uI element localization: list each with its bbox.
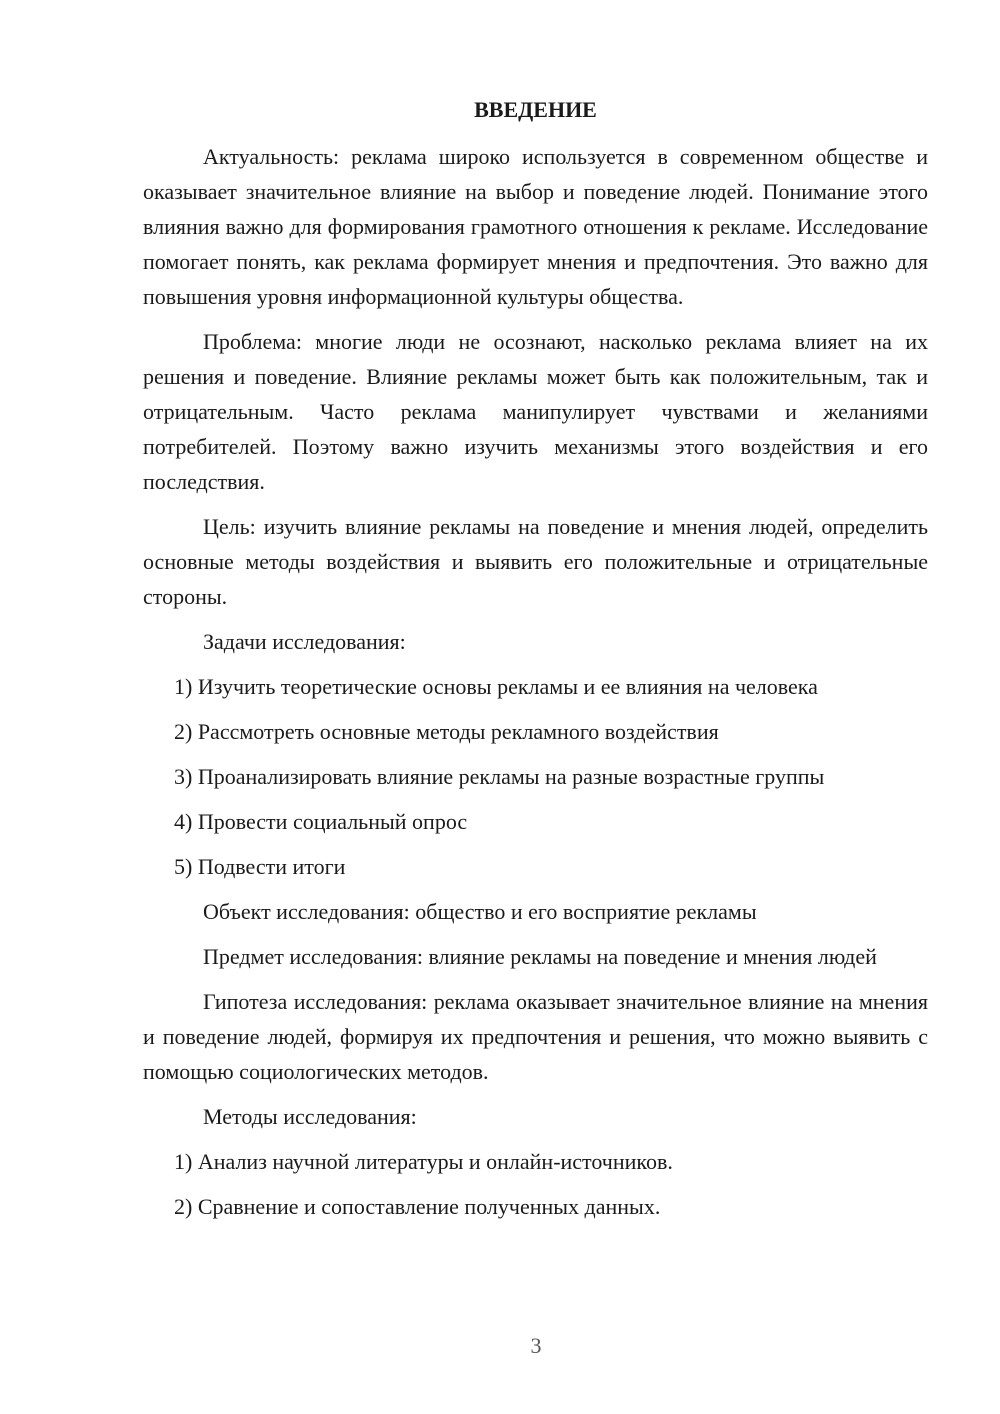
- task-item: 5) Подвести итоги: [174, 854, 346, 879]
- subject-paragraph: Предмет исследования: влияние рекламы на поведение и мнения людей: [203, 944, 877, 969]
- page-content: [143, 92, 928, 1234]
- tasks-heading: Задачи исследования:: [203, 629, 406, 654]
- method-item: 1) Анализ научной литературы и онлайн-источников.: [174, 1149, 673, 1174]
- method-item: 2) Сравнение и сопоставление полученных данных.: [174, 1194, 661, 1219]
- problem-paragraph: Проблема: многие люди не осознают, насколько реклама влияет на их решения и поведение. Влияние рекламы может быть как положительным, так и отрицательным. Часто реклама манипулирует чувствами и желаниями потребителей. Поэтому важно изучить механизмы этого воздействия и его последствия.: [143, 329, 928, 494]
- page-title: ВВЕДЕНИЕ: [474, 97, 597, 122]
- task-item: 1) Изучить теоретические основы рекламы и ее влияния на человека: [174, 674, 818, 699]
- relevance-paragraph: Актуальность: реклама широко используется в современном обществе и оказывает значительное влияние на выбор и поведение людей. Понимание этого влияния важно для формирования грамотного отношения к рекламе. Исследование помогает понять, как реклама формирует мнения и предпочтения. Это важно для повышения уровня информационной культуры общества.: [143, 144, 928, 309]
- task-item: 4) Провести социальный опрос: [174, 809, 468, 834]
- hypothesis-paragraph: Гипотеза исследования: реклама оказывает значительное влияние на мнения и поведение людей, формируя их предпочтения и решения, что можно выявить с помощью социологических методов.: [143, 989, 928, 1084]
- page-number: 3: [530, 1333, 542, 1358]
- object-line: Объект исследования: общество и его восприятие рекламы: [203, 899, 757, 924]
- task-item: 2) Рассмотреть основные методы рекламного воздействия: [174, 719, 719, 744]
- goal-paragraph: Цель: изучить влияние рекламы на поведение и мнения людей, определить основные методы воздействия и выявить его положительные и отрицательные стороны.: [143, 514, 928, 609]
- task-item: 3) Проанализировать влияние рекламы на разные возрастные группы: [174, 764, 825, 789]
- methods-heading: Методы исследования:: [203, 1104, 417, 1129]
